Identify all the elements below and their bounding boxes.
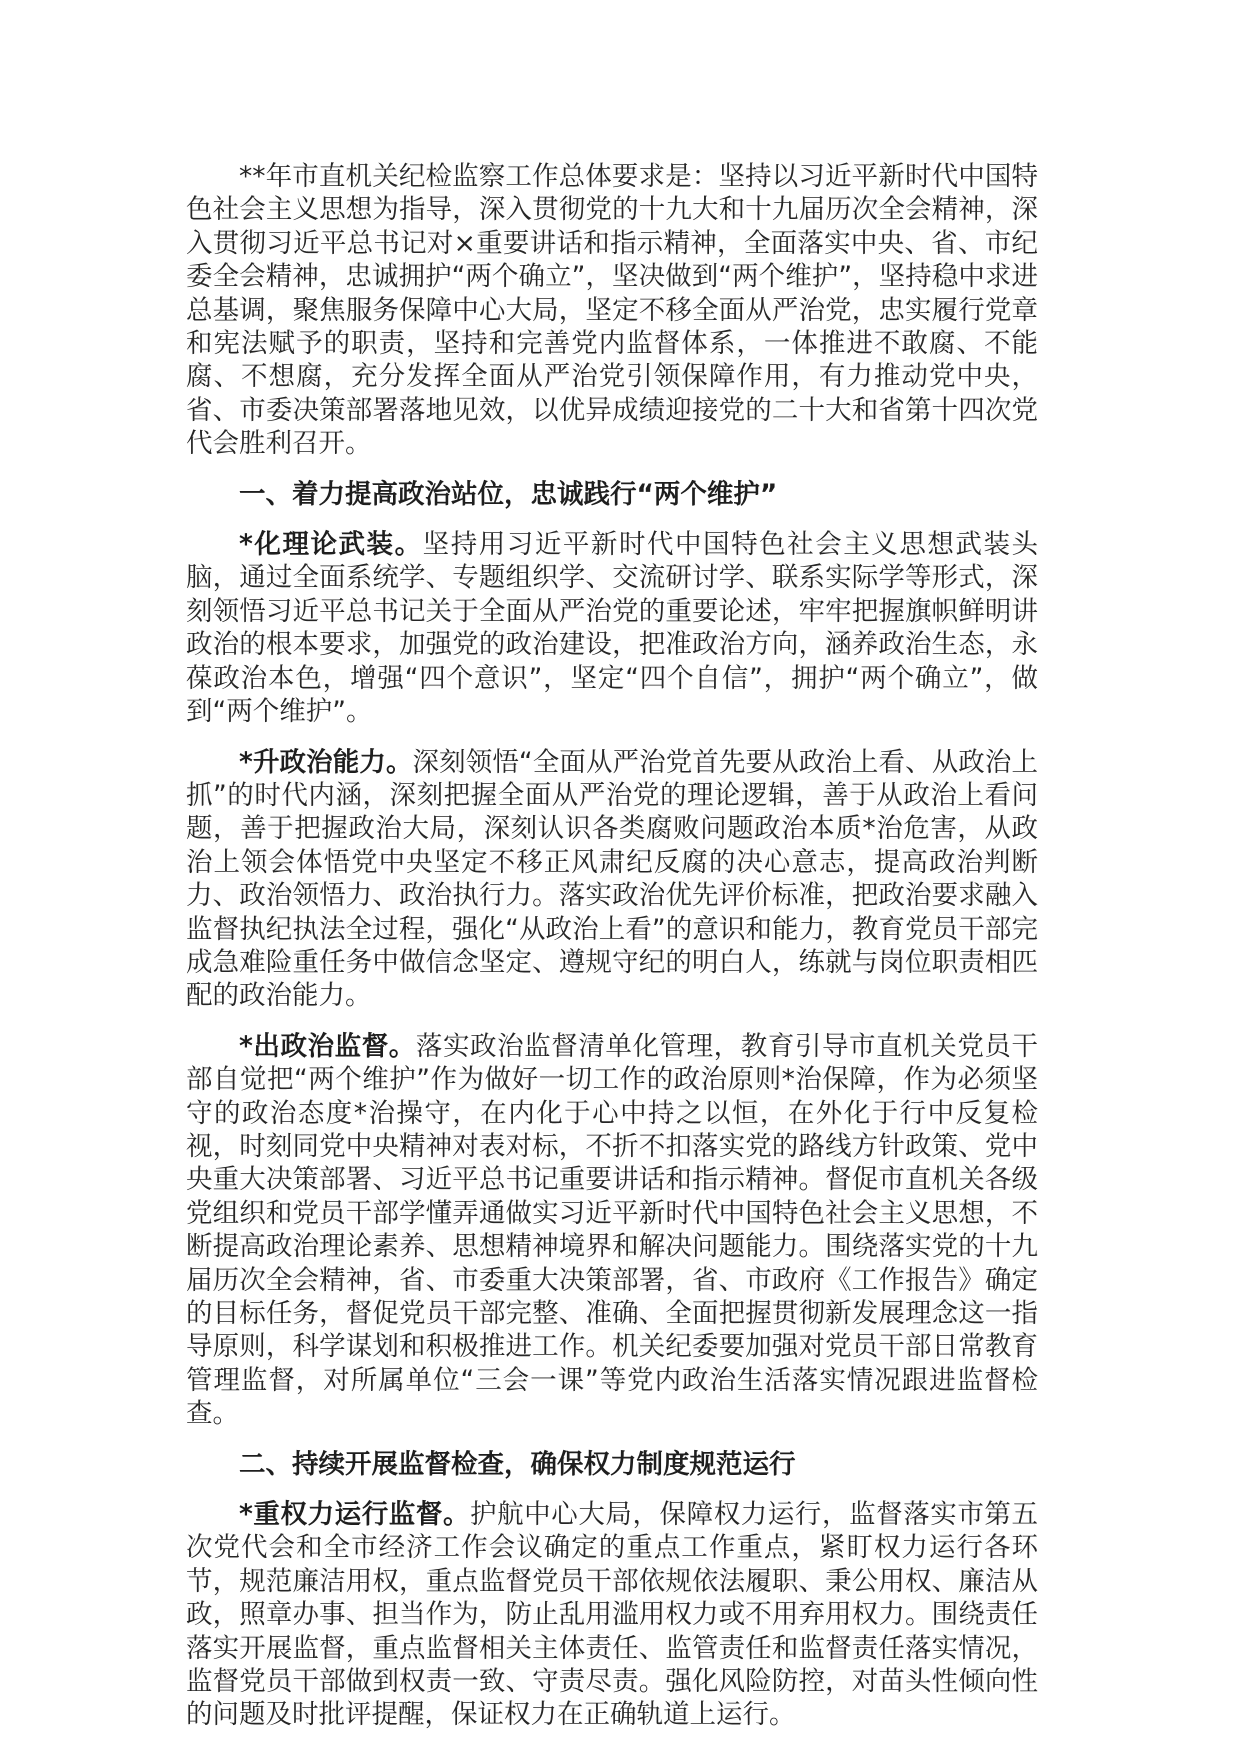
section-heading-1: 一、着力提高政治站位，忠诚践行“两个维护” bbox=[239, 478, 778, 510]
section-2-item-1 bbox=[186, 1498, 1038, 1732]
item-lead: *出政治监督。 bbox=[239, 1030, 416, 1062]
section-1-item-3 bbox=[186, 1030, 1038, 1431]
document-page bbox=[186, 160, 1038, 1749]
item-body: 坚持用习近平新时代中国特色社会主义思想武装头脑，通过全面系统学、专题组织学、交流研讨学、联系实际学等形式，深刻领悟习近平总书记关于全面从严治党的重要论述，牢牢把握旗帜鲜明讲政治的根本要求，加强党的政治建设，把准政治方向，涵养政治生态，永葆政治本色，增强“四个意识”，坚定“四个自信”，拥护“两个确立”，做到“两个维护”。 bbox=[186, 529, 1039, 728]
item-body: 护航中心大局，保障权力运行，监督落实市第五次党代会和全市经济工作会议确定的重点工作重点，紧盯权力运行各环节，规范廉洁用权，重点监督党员干部依规依法履职、秉公用权、廉洁从政，照章办事、担当作为，防止乱用滥用权力或不用弃用权力。围绕责任落实开展监督，重点监督相关主体责任、监管责任和监督责任落实情况，监督党员干部做到权责一致、守责尽责。强化风险防控，对苗头性倾向性的问题及时批评提醒，保证权力在正确轨道上运行。 bbox=[186, 1499, 1039, 1731]
item-body: 深刻领悟“全面从严治党首先要从政治上看、从政治上抓”的时代内涵，深刻把握全面从严治党的理论逻辑，善于从政治上看问题，善于把握政治大局，深刻认识各类腐败问题政治本质*治危害，从政治上领会体悟党中央坚定不移正风肃纪反腐的决心意志，提高政治判断力、政治领悟力、政治执行力。落实政治优先评价标准，把政治要求融入监督执纪执法全过程，强化“从政治上看”的意识和能力，教育党员干部完成急难险重任务中做信念坚定、遵规守纪的明白人，练就与岗位职责相匹配的政治能力。 bbox=[186, 746, 1039, 1012]
intro-paragraph: **年市直机关纪检监察工作总体要求是：坚持以习近平新时代中国特色社会主义思想为指导，深入贯彻党的十九大和十九届历次全会精神，深入贯彻习近平总书记对×重要讲话和指示精神，全面落实中央、省、市纪委全会精神，忠诚拥护“两个确立”，坚决做到“两个维护”，坚持稳中求进总基调，聚焦服务保障中心大局，坚定不移全面从严治党，忠实履行党章和宪法赋予的职责，坚持和完善党内监督体系，一体推进不敢腐、不能腐、不想腐，充分发挥全面从严治党引领保障作用，有力推动党中央，省、市委决策部署落地见效，以优异成绩迎接党的二十大和省第十四次党代会胜利召开。 bbox=[186, 161, 1038, 460]
item-body: 落实政治监督清单化管理，教育引导市直机关党员干部自觉把“两个维护”作为做好一切工作的政治原则*治保障，作为必须坚守的政治态度*治操守，在内化于心中持之以恒，在外化于行中反复检视，时刻同党中央精神对表对标，不折不扣落实党的路线方针政策、党中央重大决策部署、习近平总书记重要讲话和指示精神。督促市直机关各级党组织和党员干部学懂弄通做实习近平新时代中国特色社会主义思想，不断提高政治理论素养、思想精神境界和解决问题能力。围绕落实党的十九届历次全会精神，省、市委重大决策部署，省、市政府《工作报告》确定的目标任务，督促党员干部完整、准确、全面把握贯彻新发展理念这一指导原则，科学谋划和积极推进工作。机关纪委要加强对党员干部日常教育管理监督，对所属单位“三会一课”等党内政治生活落实情况跟进监督检查。 bbox=[186, 1030, 1038, 1430]
item-lead: *重权力运行监督。 bbox=[239, 1499, 471, 1531]
item-lead: *升政治能力。 bbox=[239, 746, 413, 778]
section-heading-2: 二、持续开展监督检查，确保权力制度规范运行 bbox=[239, 1448, 796, 1480]
section-1-item-1 bbox=[186, 528, 1038, 728]
item-lead: *化理论武装。 bbox=[239, 529, 423, 561]
section-1-item-2 bbox=[186, 746, 1038, 1013]
